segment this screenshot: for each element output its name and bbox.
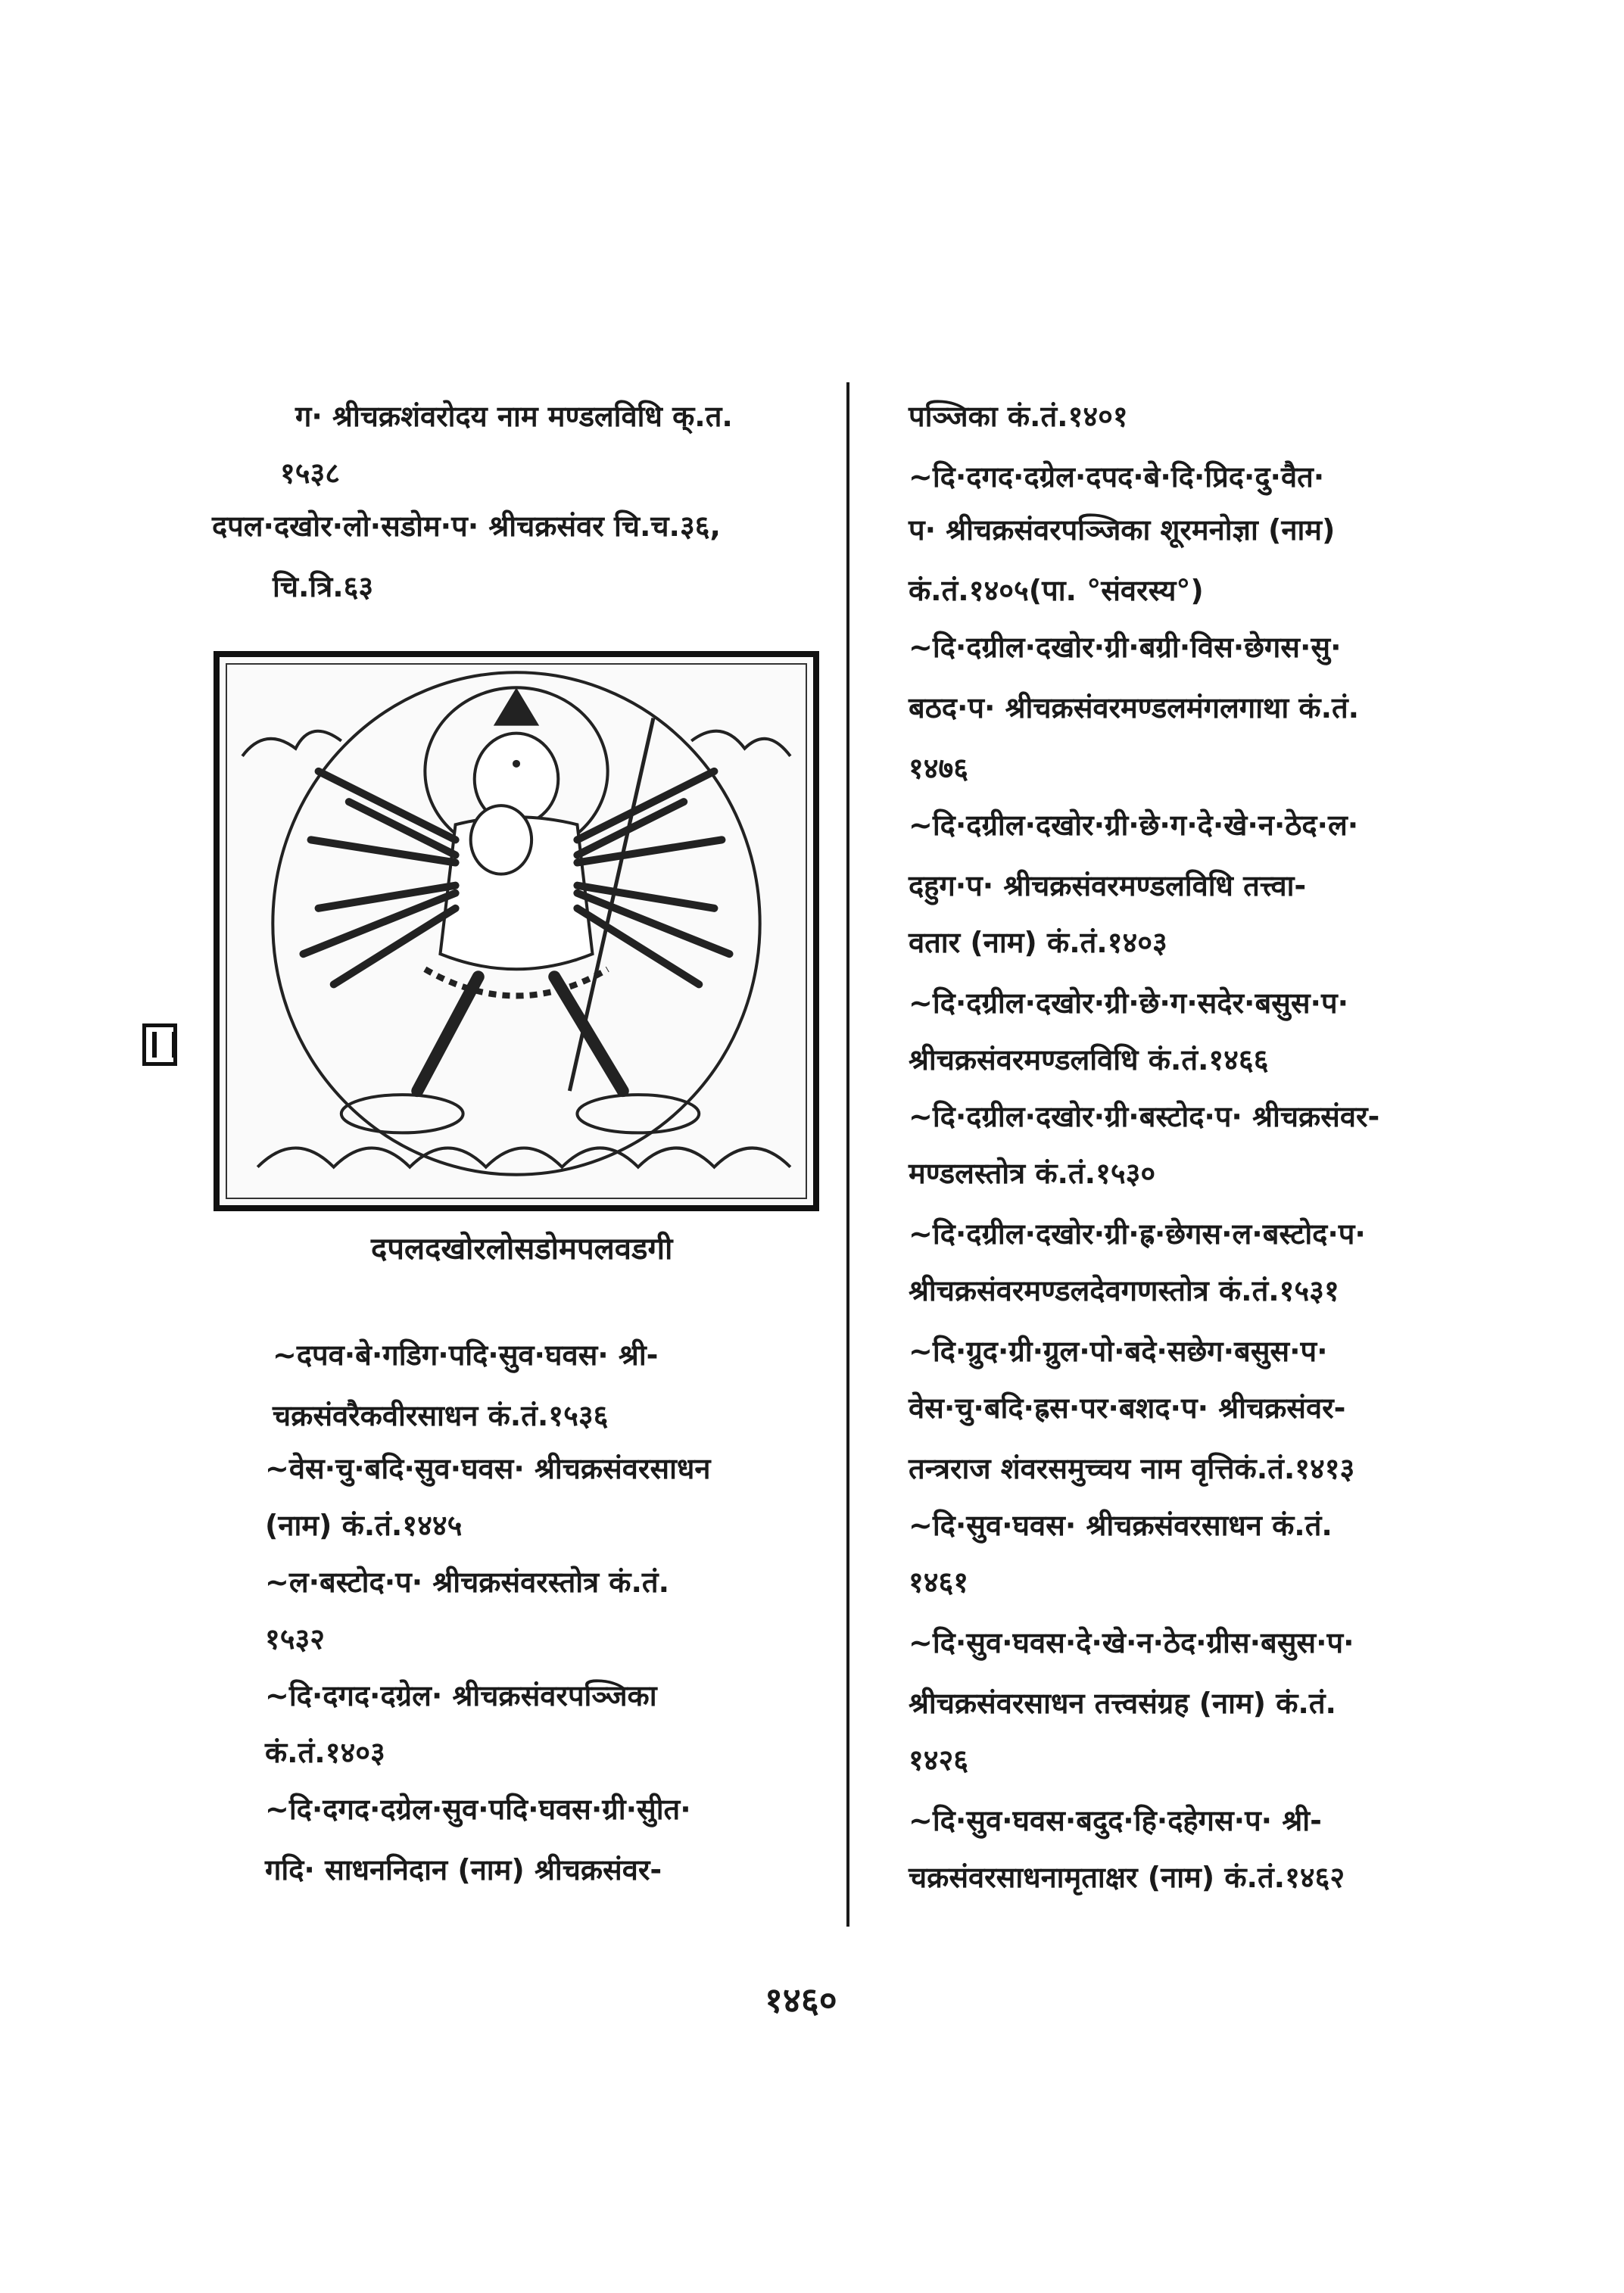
left-entry-line-8: कं.तं.१४०३ <box>265 1736 385 1769</box>
left-entry-line-2: चक्रसंवरैकवीरसाधन कं.तं.१५३६ <box>273 1399 609 1432</box>
left-entry-line-1: ~दपव·बे·गडिग·पदि·सुव·घवस· श्री- <box>273 1338 659 1372</box>
left-entry-line-9: ~दि·दगद·दग्रेल·सुव·पदि·घवस·ग्री·सुीत· <box>265 1793 691 1826</box>
left-entry-line-7: ~दि·दगद·दग्रेल· श्रीचक्रसंवरपञ्जिका <box>265 1679 657 1712</box>
right-line-3: प· श्रीचक्रसंवरपञ्जिका शूरमनोज्ञा (नाम) <box>909 513 1336 547</box>
left-line-1: ग· श्रीचक्रशंवरोदय नाम मण्डलविधि क्.त. <box>295 400 733 433</box>
illustration-caption: दपलदखोरलोसडोमपलवडगी <box>371 1232 673 1266</box>
right-line-13: ~दि·दग्रील·दखोर·ग्री·बस्टोद·प· श्रीचक्रसंवर- <box>909 1100 1380 1133</box>
right-line-25: ~दि·सुव·घवस·बदुद·हि·दहेगस·प· श्री- <box>909 1804 1322 1837</box>
right-line-17: ~दि·ग्रुद·ग्री·ग्रुल·पो·बदे·सछेग·बसुस·प· <box>909 1335 1328 1368</box>
right-line-18: वेस·चु·बदि·ह्रस·पर·बशद·प· श्रीचक्रसंवर- <box>909 1391 1346 1425</box>
left-entry-line-6: १५३२ <box>265 1622 326 1656</box>
right-line-19: तन्त्रराज शंवरसमुच्चय नाम वृत्तिकं.तं.१४१३ <box>909 1452 1355 1485</box>
left-line-3: दपल·दखोर·लो·सडोम·प· श्रीचक्रसंवर चि.च.३६, <box>212 509 721 543</box>
right-line-5: ~दि·दग्रील·दखोर·ग्री·बग्री·विस·छेगस·सु· <box>909 631 1342 664</box>
left-entry-line-4: (नाम) कं.तं.१४४५ <box>265 1509 463 1542</box>
page-number: १४६० <box>765 1980 837 2020</box>
illustration-inner-border <box>226 663 807 1199</box>
side-margin-mark <box>142 1023 177 1066</box>
right-line-15: ~दि·दग्रील·दखोर·ग्री·ह्र·छेगस·ल·बस्टोद·प· <box>909 1217 1366 1251</box>
column-divider <box>846 382 849 1927</box>
deity-figure-drawing <box>227 665 806 1198</box>
right-line-9: दहुग·प· श्रीचक्रसंवरमण्डलविधि तत्त्वा- <box>909 869 1307 902</box>
right-line-6: बठद·प· श्रीचक्रसंवरमण्डलमंगलगाथा कं.तं. <box>909 691 1360 724</box>
left-line-4: चि.त्रि.६३ <box>273 570 374 603</box>
right-line-16: श्रीचक्रसंवरमण्डलदेवगणस्तोत्र कं.तं.१५३१ <box>909 1274 1339 1307</box>
right-line-21: १४६१ <box>909 1566 969 1599</box>
right-line-12: श्रीचक्रसंवरमण्डलविधि कं.तं.१४६६ <box>909 1043 1269 1076</box>
right-line-22: ~दि·सुव·घवस·दे·खे·न·ठेद·ग्रीस·बसुस·प· <box>909 1626 1354 1659</box>
right-line-14: मण्डलस्तोत्र कं.तं.१५३० <box>909 1157 1156 1190</box>
right-line-23: श्रीचक्रसंवरसाधन तत्त्वसंग्रह (नाम) कं.तं. <box>909 1687 1336 1720</box>
deity-illustration <box>214 651 819 1211</box>
right-line-1: पञ्जिका कं.तं.१४०१ <box>909 400 1128 433</box>
right-line-24: १४२६ <box>909 1743 969 1777</box>
left-entry-line-5: ~ल·बस्टोद·प· श्रीचक्रसंवरस्तोत्र कं.तं. <box>265 1566 669 1599</box>
left-line-2: १५३८ <box>280 456 341 490</box>
right-line-10: वतार (नाम) कं.तं.१४०३ <box>909 926 1167 959</box>
right-line-11: ~दि·दग्रील·दखोर·ग्री·छे·ग·सदेर·बसुस·प· <box>909 986 1349 1020</box>
left-entry-line-3: ~वेस·चु·बदि·सुव·घवस· श्रीचक्रसंवरसाधन <box>265 1452 711 1485</box>
right-line-2: ~दि·दगद·दग्रेल·दपद·बे·दि·प्रिद·दु·वैत· <box>909 460 1325 494</box>
right-line-26: चक्रसंवरसाधनामृताक्षर (नाम) कं.तं.१४६२ <box>909 1861 1345 1894</box>
left-entry-line-10: गदि· साधननिदान (नाम) श्रीचक्रसंवर- <box>265 1853 662 1886</box>
right-line-4: कं.तं.१४०५(पा. °संवरस्य°) <box>909 574 1204 607</box>
right-line-8: ~दि·दग्रील·दखोर·ग्री·छे·ग·दे·खे·न·ठेद·ल· <box>909 808 1359 842</box>
right-line-7: १४७६ <box>909 752 969 785</box>
right-line-20: ~दि·सुव·घवस· श्रीचक्रसंवरसाधन कं.तं. <box>909 1509 1333 1542</box>
